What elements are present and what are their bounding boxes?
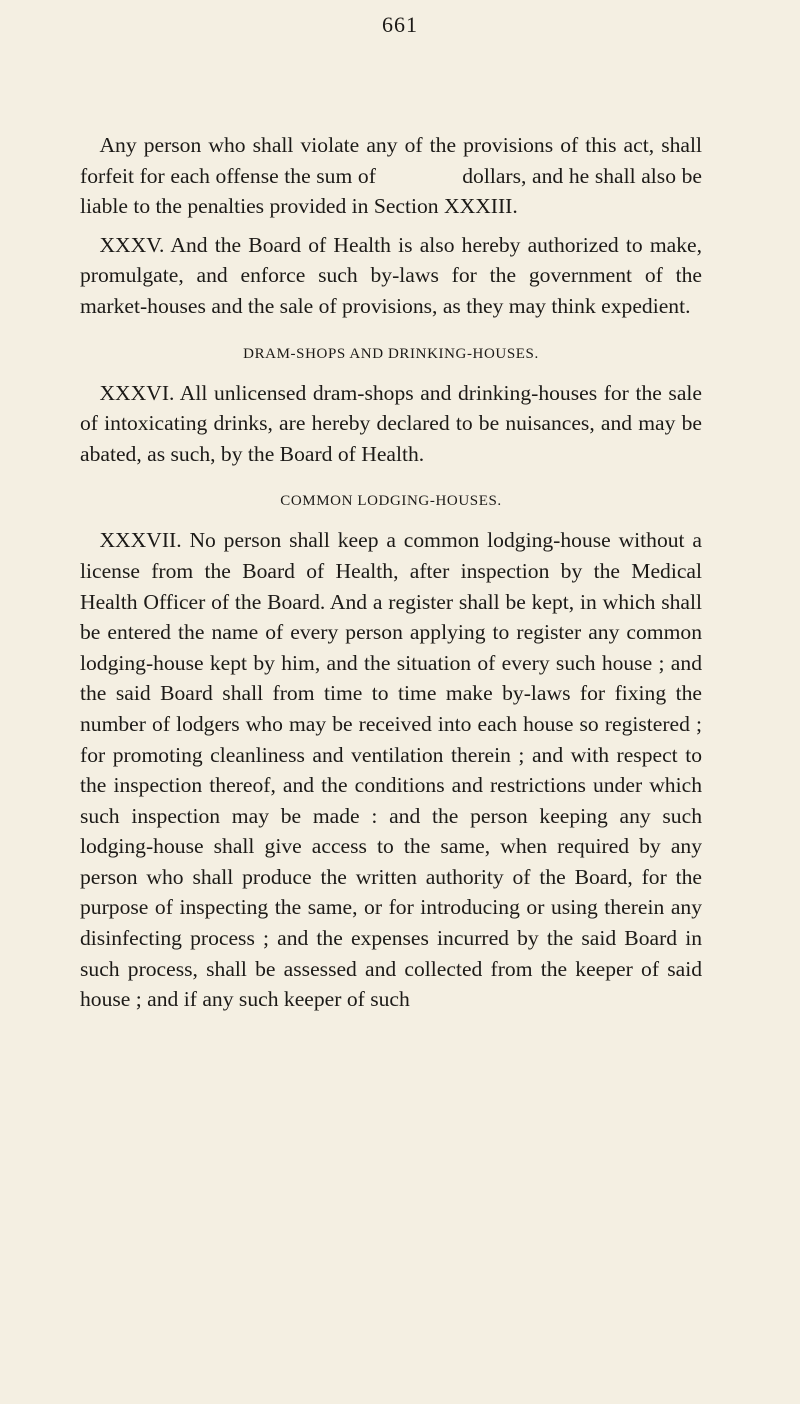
- heading-dram-shops: DRAM-SHOPS AND DRINKING-HOUSES.: [243, 345, 539, 362]
- heading-lodging-houses: COMMON LODGING-HOUSES.: [280, 493, 502, 510]
- page-body: [80, 130, 702, 1015]
- paragraph-section-xxxv: XXXV. And the Board of Health is also hereby authorized to make, promulgate, and enforce such by-laws for the government of the market-houses and the sale of provisions, as they may think expedient.: [80, 232, 702, 318]
- page-number: 661: [382, 12, 418, 37]
- paragraph-section-xxxvii: XXXVII. No person shall keep a common lodging-house without a license from the Board of Health, after inspection by the Medical Health Officer of the Board. And a register shall be kept, in which shall be entered the name of every person applying to register any common lodging-house kept by him, and the situation of every such house ; and the said Board shall from time to time make by-laws for fixing the number of lodgers who may be received into each house so registered ; for promoting cleanliness and ventilation therein ; and with respect to the inspection thereof, and the conditions and restrictions under which such inspection may be made : and the person keeping any such lodging-house shall give access to the same, when required by any person who shall produce the written authority of the Board, for the purpose of inspecting the same, or for introducing or using therein any disinfecting process ; and the expenses incurred by the said Board in such process, shall be assessed and collected from the keeper of said house ; and if any such keeper of such: [80, 528, 702, 1012]
- paragraph-penalty: Any person who shall violate any of the provisions of this act, shall forfeit for each offense the sum of dollars, and he shall also be liable to the penalties provided in Section XXXIII.: [80, 133, 702, 219]
- paragraph-section-xxxvi: XXXVI. All unlicensed dram-shops and drinking-houses for the sale of intoxicating drinks, are hereby declared to be nuisances, and may be abated, as such, by the Board of Health.: [80, 380, 702, 466]
